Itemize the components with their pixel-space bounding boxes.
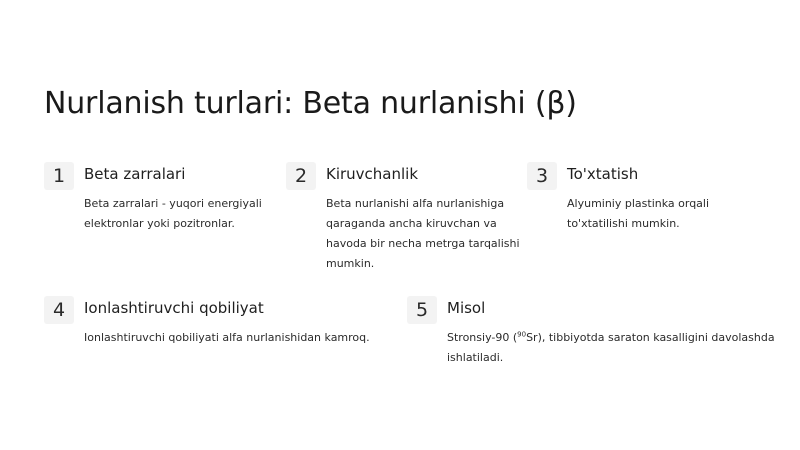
card-number: 3: [527, 162, 557, 190]
card-number: 4: [44, 296, 74, 324]
card-text: Beta zarralari - yuqori energiyali elektronlar yoki pozitronlar.: [84, 197, 262, 230]
card-number: 1: [44, 162, 74, 190]
card-heading: Misol: [447, 299, 486, 317]
card-text: Alyuminiy plastinka orqali to'xtatilishi mumkin.: [567, 197, 710, 230]
isotope-mass-number: 90: [517, 330, 527, 339]
slide-title: Nurlanish turlari: Beta nurlanishi (β): [44, 86, 577, 121]
card-heading: To'xtatish: [567, 165, 639, 183]
card-number: 2: [286, 162, 316, 190]
card-number: 5: [407, 296, 437, 324]
card-heading: Kiruvchanlik: [326, 165, 419, 183]
card-text: Beta nurlanishi alfa nurlanishiga qaraganda ancha kiruvchan va havoda bir necha metrga tarqalishi mumkin.: [326, 197, 520, 270]
card-text: Ionlashtiruvchi qobiliyati alfa nurlanishidan kamroq.: [84, 331, 370, 344]
card-text: [447, 328, 777, 368]
card-text-after: Sr), tibbiyotda saraton kasalligini davolashda ishlatiladi.: [447, 331, 775, 364]
card-text-before: Stronsiy-90 (: [447, 331, 518, 344]
card-heading: Ionlashtiruvchi qobiliyat: [84, 299, 264, 317]
card-heading: Beta zarralari: [84, 165, 186, 183]
